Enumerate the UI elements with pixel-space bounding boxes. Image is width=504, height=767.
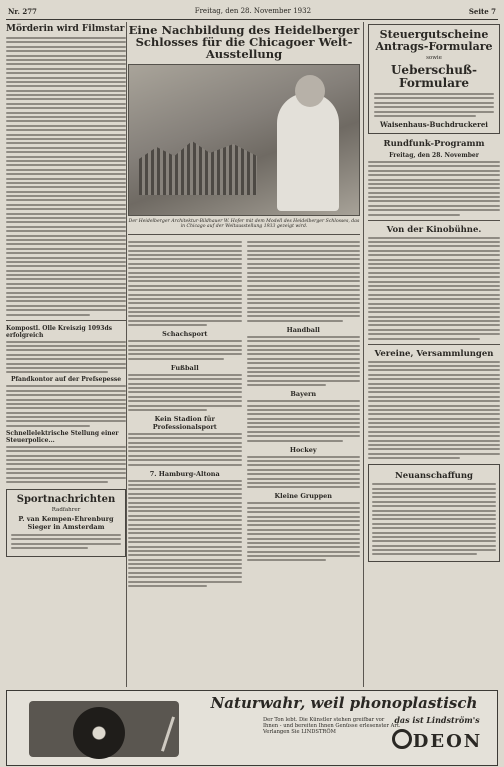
section-heading: Handball <box>286 325 320 334</box>
note-body <box>6 385 126 427</box>
column-divider <box>126 22 127 687</box>
article-body <box>6 37 126 316</box>
middle-column <box>128 22 360 687</box>
article-body <box>128 480 242 587</box>
banner-heading: Kein Stadion für Professionalsport <box>152 414 217 431</box>
tonearm-icon <box>142 710 175 751</box>
article-body <box>128 340 242 360</box>
ad-sponsor: Waisenhaus-Buchdruckerei <box>380 119 488 129</box>
header-rule <box>6 19 498 20</box>
page-header <box>8 4 496 18</box>
sport-news-box <box>6 489 126 557</box>
sport-news-body <box>11 534 121 549</box>
sculptor-figure-image <box>277 93 339 211</box>
ad-body-text: Der Ton lebt. Die Künstler stehen greifbar vor Ihnen - und bereiten Ihnen Genüsse erlesenster Art. Verlangen Sie LINDSTRÖM <box>263 717 401 736</box>
record-disc-icon <box>73 707 125 759</box>
issue-date: Freitag, den 28. November 1932 <box>194 7 312 15</box>
ad-title: Steuergutscheine <box>379 28 489 41</box>
odeon-advertisement <box>6 690 498 766</box>
sports-col-b <box>247 239 361 590</box>
sports-columns <box>128 239 360 590</box>
new-acquisitions-title: Neuanschaffung <box>395 471 473 482</box>
radio-program-title: Rundfunk-Programm <box>383 138 485 149</box>
radio-program-body <box>368 161 500 216</box>
note-body <box>6 446 126 483</box>
note-heading: Pfandkontor auf der Prefsepesse <box>10 376 122 384</box>
ad-connector: sowie <box>426 55 442 61</box>
article-body <box>247 456 361 489</box>
radio-program-date: Freitag, den 28. November <box>389 151 479 159</box>
note-body <box>6 341 126 374</box>
section-heading: Fußball <box>170 363 199 372</box>
main-headline: Eine Nachbildung des Heidelberger Schlosses für die Chicagoer Welt-Ausstellung <box>128 23 360 61</box>
article-body <box>247 241 361 322</box>
page-number: Seite 7 <box>468 6 496 16</box>
sport-news-sub: Radfahrer <box>51 506 81 513</box>
photo-caption: Der Heidelberger Architektur-Bildhauer W. Hofer mit dem Modell des Heidelberger Schlosses, das in Chicago auf der Weltausstellung 1933 gezeigt wird. <box>128 219 360 230</box>
article-body <box>247 336 361 386</box>
cinema-body <box>368 237 500 340</box>
note-heading: Schnellelektrische Stellung einer Steuerpolice... <box>6 429 119 444</box>
tax-forms-ad <box>368 24 500 134</box>
cinema-title: Von der Kinobühne. <box>386 224 482 235</box>
ad-slogan: Naturwahr, weil phonoplastisch <box>210 694 478 712</box>
brand-name: DEON <box>412 731 483 752</box>
article-headline: Mörderin wird Filmstar <box>6 24 125 34</box>
castle-model-image <box>139 135 257 195</box>
left-column <box>6 22 126 687</box>
right-column <box>368 22 500 687</box>
section-heading: Hockey <box>289 445 317 454</box>
new-acquisitions-box <box>368 464 500 562</box>
brand-logo <box>387 729 487 752</box>
separator <box>368 344 500 345</box>
article-body <box>247 502 361 561</box>
section-heading: Schachsport <box>162 330 208 339</box>
sports-col-a <box>128 239 242 590</box>
article-body <box>247 400 361 442</box>
separator <box>6 320 126 321</box>
events-body <box>368 361 500 460</box>
ad-brand-block <box>387 715 487 752</box>
separator <box>128 234 360 235</box>
article-body <box>128 433 242 466</box>
note-heading: Kompostl. Olle Kreiszig 1093ds erfolgreich <box>6 324 113 339</box>
sport-news-title: Sportnachrichten <box>16 493 116 505</box>
ad-body <box>374 93 494 117</box>
sport-news-headline: P. van Kempen-Ehrenburg Sieger in Amsterdam <box>18 514 114 531</box>
new-acquisitions-body <box>372 483 496 555</box>
article-body <box>128 374 242 411</box>
separator <box>368 220 500 221</box>
ad-tagline: das ist Lindström's <box>394 715 480 725</box>
issue-number: Nr. 277 <box>8 6 37 16</box>
news-photo <box>128 64 360 216</box>
ad-title: Antrags-Formulare <box>375 40 493 53</box>
article-body <box>128 241 242 326</box>
column-divider <box>363 22 364 687</box>
sub-heading: Kleine Gruppen <box>274 492 332 501</box>
events-title: Vereine, Versammlungen <box>374 348 494 359</box>
o-logo-icon <box>392 729 412 749</box>
ad-title: Ueberschuß-Formulare <box>390 63 478 90</box>
sub-heading: Bayern <box>290 390 317 399</box>
record-player-image <box>29 701 179 757</box>
sub-heading: 7. Hamburg-Altona <box>149 469 220 478</box>
sculptor-head-image <box>295 75 325 107</box>
